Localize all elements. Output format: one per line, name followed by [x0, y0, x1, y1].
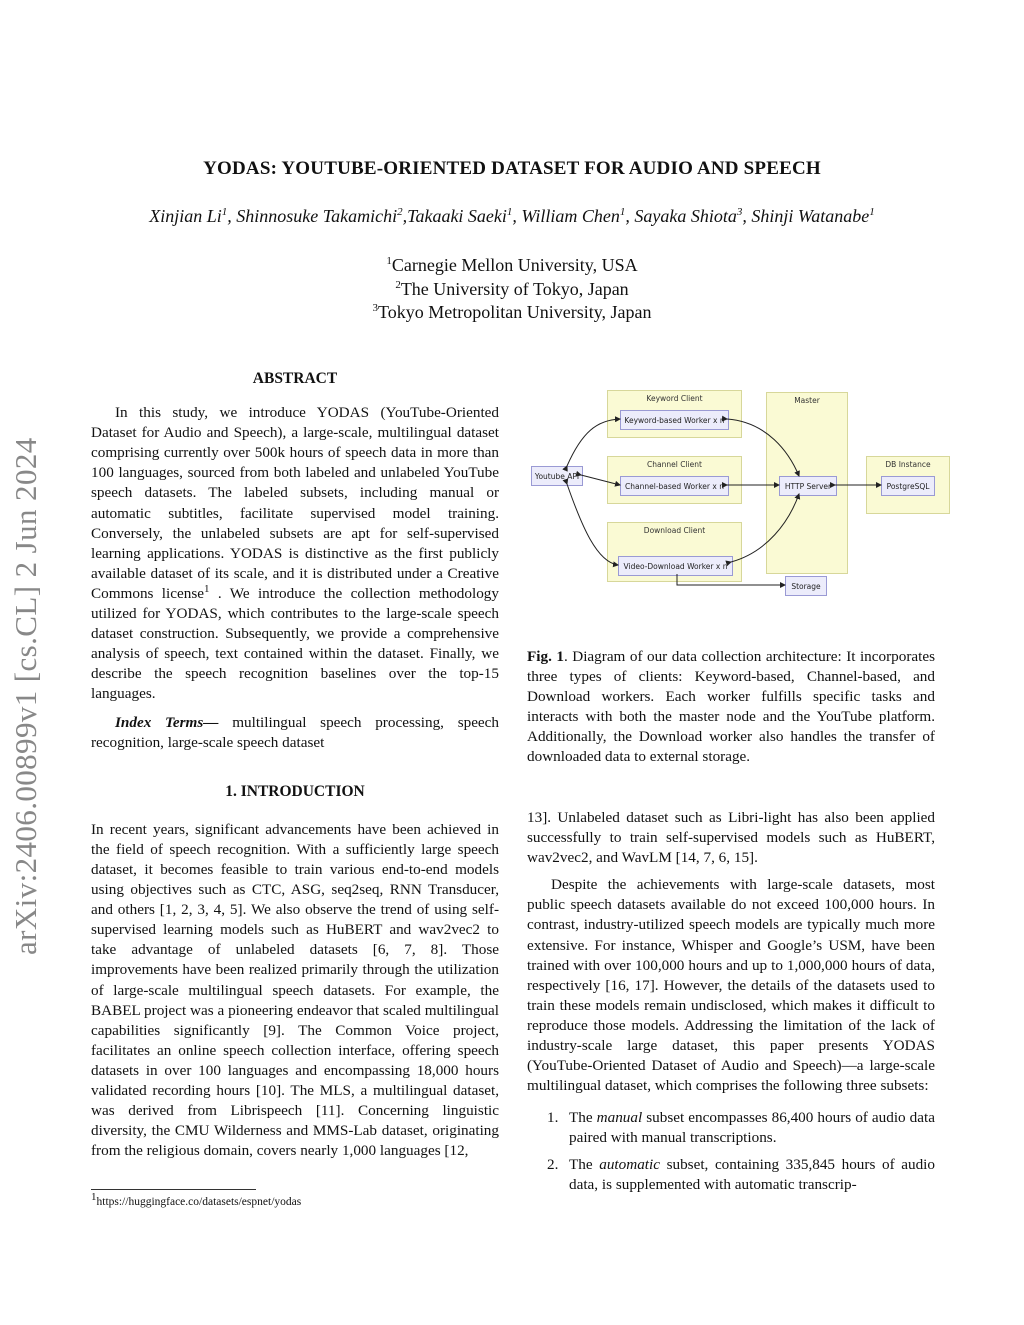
index-terms: Index Terms— multilingual speech processing, speech recognition, large-scale speech dataset: [91, 713, 500, 751]
affiliation: $^2$The University of Tokyo, Japan: [395, 278, 629, 299]
master-group: Master: [766, 392, 848, 574]
channel-client-group: Channel Client: [607, 456, 742, 504]
figure-caption: Fig. 1. Diagram of our data collection architecture: It incorporates three types of clients: Keyword-based, Channel-based, and Download workers. Each worker fulfills specific tasks and interacts with both the master node and the YouTube platform. Additionally, the Download worker also handles the transfer of downloaded data to external storage.: [527, 648, 936, 766]
arrow-download-http: [731, 494, 799, 562]
db-instance-group: DB Instance: [866, 456, 950, 514]
arxiv-identifier: arXiv:2406.00899v1 [cs.CL] 2 Jun 2024: [8, 437, 43, 955]
postgresql-node: PostgreSQL: [881, 476, 935, 496]
download-client-group: Download Client: [607, 522, 742, 582]
footnote-divider: [91, 1189, 256, 1190]
footnote-mark: 1: [203, 582, 210, 595]
keyword-client-group: Keyword Client: [607, 390, 742, 438]
affiliation: $^3$Tokyo Metropolitan University, Japan: [372, 302, 652, 322]
subset-list: [527, 1108, 935, 1194]
left-column: [91, 369, 499, 1161]
arrow-keyword-http: [727, 419, 799, 476]
youtube-api-node: Youtube API: [531, 466, 583, 486]
affiliations: [0, 254, 1024, 325]
keyword-worker-node: Keyword-based Worker x n: [620, 410, 729, 430]
download-worker-node: Video-Download Worker x n: [618, 556, 733, 576]
intro-paragraph: In recent years, significant advancements have been achieved in the field of speech recognition. With a sufficiently large speech dataset, it becomes feasible to train various end-to-end models using objectives such as CTC, ASG, seq2seq, RNN Transducer, and others [1, 2, 3, 4, 5]. We also observe the trend of using self-supervised learning models such as HuBERT and wav2vec2 to take advantage of unlabeled datasets [6, 7, 8]. Those improvements have been realized primarily through the utilization of large-scale multilingual speech datasets. For example, the BABEL project was a pioneering endeavor that scaled multilingual capabilities significantly [9]. The Common Voice project, facilitates an online speech collection interface, offering speech datasets in over 100 languages and encompassing 18,000 hours validated recording hours [10]. The MLS, a multilingual dataset, was derived from Librispeech [11]. Concerning linguistic diversity, the CMU Wilderness and MMS-Lab dataset, originating from the religious domain, covers nearly 1,000 languages [12,: [91, 820, 499, 1160]
arrow-download-storage: [677, 574, 785, 585]
right-column: [527, 808, 935, 1195]
author: Sayaka Shiota$^3$,: [634, 206, 752, 226]
affiliation: $^1$Carnegie Mellon University, USA: [386, 255, 638, 275]
paper-title: YODAS: YOUTUBE-ORIENTED DATASET FOR AUDIO AND SPEECH: [203, 158, 821, 179]
arrow-youtube-channel: [581, 475, 620, 485]
footnote: $^1$https://huggingface.co/datasets/espnet/yodas: [91, 1191, 302, 1208]
storage-node: Storage: [785, 576, 827, 596]
list-item: 2. The automatic subset, containing 335,845 hours of audio data, is supplemented with automatic transcrip-: [547, 1155, 935, 1193]
author: Shinji Watanabe$^1$: [751, 206, 875, 226]
abstract-text: In this study, we introduce YODAS (YouTube-Oriented Dataset for Audio and Speech), a large-scale, multilingual dataset comprising currently over 500k hours of speech data in more than 100 languages, sourced from both labeled and unlabeled YouTube speech datasets. The labeled subsets, including manual or automatic subtitles, facilitate supervised model training. Conversely, the unlabeled subsets are apt for self-supervised learning applications. YODAS is distinctive as the first publicly available dataset of its scale, and it is distributed under a Creative Commons license$^1$ . We introduce the collection methodology utilized for YODAS, which contributes to the large-scale speech dataset construction. Subsequently, we provide a comprehensive analysis of speech, text contained within the dataset. Finally, we describe the speech recognition baselines over the top-15 languages.: [91, 404, 499, 703]
author-list: [0, 206, 1024, 227]
arrow-youtube-download: [567, 484, 618, 565]
diagram-arrows: [527, 362, 949, 632]
http-server-node: HTTP Server: [779, 476, 837, 496]
author: Takaaki Saeki$^1$,: [407, 206, 522, 226]
author: Xinjian Li$^1$,: [149, 206, 237, 226]
architecture-diagram: [527, 362, 949, 632]
channel-worker-node: Channel-based Worker x n: [620, 476, 729, 496]
intro-paragraph-2: Despite the achievements with large-scale datasets, most public speech datasets available do not exceed 100,000 hours. In contrast, industry-utilized speech models are typically much more extensive. For instance, Whisper and Google’s USM, have been trained with over 100,000 hours and up to 1,000,000 hours of data, respectively [16, 17]. However, the details of the datasets used to train these models remain undisclosed, which makes it difficult to reproduce those models. Addressing the limitation of the lack of industry-scale large dataset, this paper presents YODAS (YouTube-Oriented Dataset of Audio and Speech)—a large-scale multilingual dataset, which comprises the following three subsets:: [527, 876, 935, 1095]
intro-heading: 1. INTRODUCTION: [225, 782, 365, 800]
author: William Chen$^1$,: [521, 206, 635, 226]
intro-paragraph-continued: 13]. Unlabeled dataset such as Libri-light has also been applied successfully to train self-supervised models such as HuBERT, wav2vec2, and WavLM [14, 7, 6, 15].: [527, 809, 935, 867]
list-item: 1. The manual subset encompasses 86,400 hours of audio data paired with manual transcriptions.: [547, 1109, 935, 1147]
abstract-heading: ABSTRACT: [252, 370, 338, 387]
arrow-youtube-keyword: [567, 419, 620, 466]
author: Shinnosuke Takamichi$^2$,: [236, 206, 408, 226]
